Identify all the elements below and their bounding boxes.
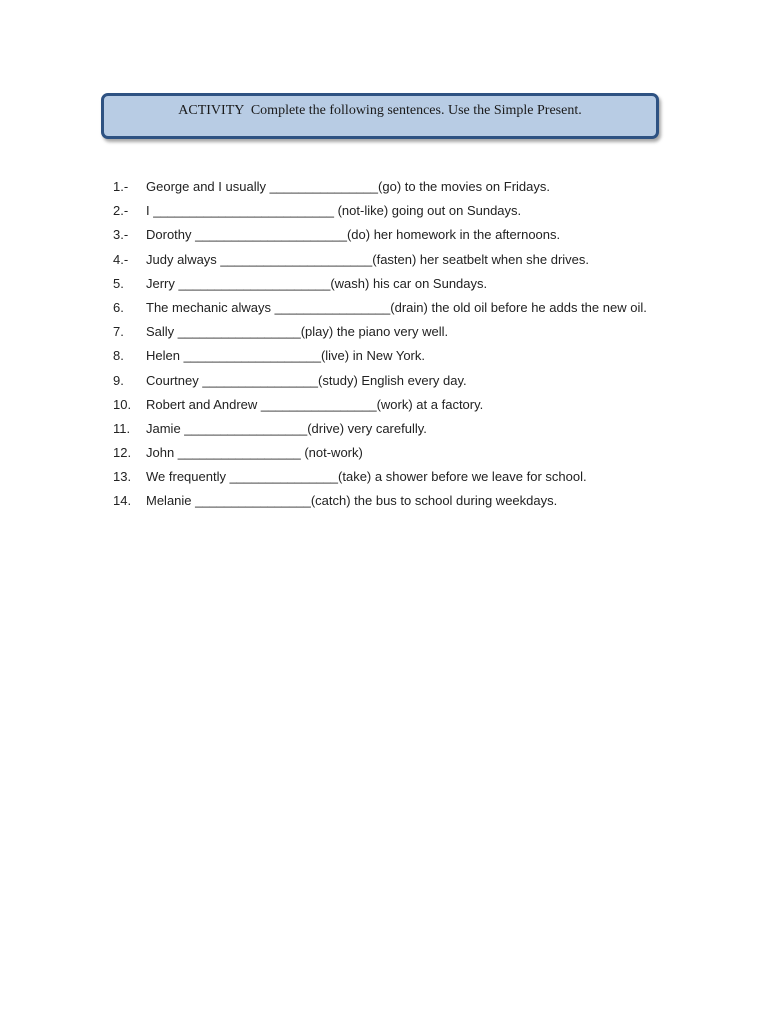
item-sentence: The mechanic always ________________(drain) the old oil before he adds the new oil. — [146, 299, 647, 315]
item-sentence: Jamie _________________(drive) very carefully. — [146, 420, 427, 436]
item-number: 3.- — [113, 227, 129, 243]
exercise-item-11 — [113, 420, 753, 444]
item-number: 6. — [113, 299, 124, 315]
item-sentence: Helen ___________________(live) in New York. — [146, 348, 425, 364]
exercise-item-2 — [113, 202, 753, 226]
item-sentence: Jerry _____________________(wash) his car on Sundays. — [146, 275, 488, 291]
item-sentence: I _________________________ (not-like) going out on Sundays. — [146, 203, 522, 219]
activity-instructions: ACTIVITY Complete the following sentences. Use the Simple Present. — [178, 103, 582, 118]
exercise-item-4 — [113, 251, 753, 275]
exercise-item-9 — [113, 372, 753, 396]
exercise-item-7 — [113, 323, 753, 347]
item-number: 14. — [113, 493, 132, 509]
exercise-item-5 — [113, 275, 753, 299]
activity-header-box — [101, 93, 659, 139]
item-sentence: Courtney ________________(study) English every day. — [146, 372, 467, 388]
item-number: 9. — [113, 372, 124, 388]
item-number: 13. — [113, 469, 132, 485]
item-sentence: Judy always _____________________(fasten) her seatbelt when she drives. — [146, 251, 590, 267]
item-number: 10. — [113, 396, 132, 412]
exercise-item-13 — [113, 468, 753, 492]
exercise-item-12 — [113, 444, 753, 468]
item-number: 7. — [113, 324, 124, 340]
exercise-item-10 — [113, 396, 753, 420]
item-number: 1.- — [113, 179, 129, 194]
item-sentence: Robert and Andrew ________________(work) at a factory. — [146, 396, 484, 412]
item-number: 5. — [113, 275, 124, 291]
exercise-list — [113, 178, 753, 517]
exercise-item-14 — [113, 492, 753, 516]
item-sentence: Dorothy _____________________(do) her homework in the afternoons. — [146, 227, 561, 243]
exercise-item-3 — [113, 226, 753, 250]
item-number: 11. — [113, 420, 131, 436]
item-number: 4.- — [113, 251, 129, 267]
exercise-item-6 — [113, 299, 753, 323]
item-number: 2.- — [113, 203, 129, 219]
item-sentence: John _________________ (not-work) — [146, 445, 363, 461]
exercise-item-1 — [113, 178, 753, 202]
item-sentence: Melanie ________________(catch) the bus to school during weekdays. — [146, 493, 558, 509]
item-sentence: George and I usually _______________(go) to the movies on Fridays. — [146, 179, 550, 194]
item-number: 8. — [113, 348, 124, 364]
item-number: 12. — [113, 445, 132, 461]
item-sentence: Sally _________________(play) the piano very well. — [146, 324, 449, 340]
exercise-item-8 — [113, 347, 753, 371]
item-sentence: We frequently _______________(take) a shower before we leave for school. — [146, 469, 587, 485]
